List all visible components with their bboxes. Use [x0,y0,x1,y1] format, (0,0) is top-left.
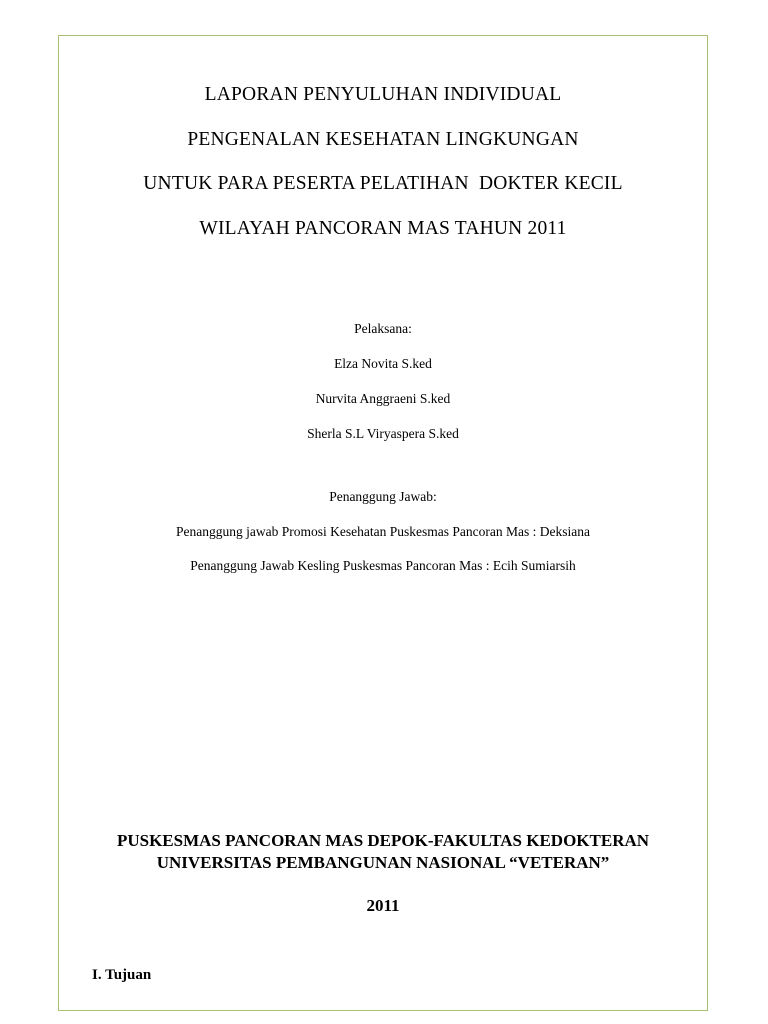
page-title-line-3: UNTUK PARA PESERTA PELATIHAN DOKTER KECIL [143,173,623,194]
executors-block [58,321,708,442]
institution-footer [58,830,708,916]
executor-name-3: Sherla S.L Viryaspera S.ked [307,426,459,441]
executors-heading: Pelaksana: [354,321,412,336]
responsible-block [58,489,708,574]
page-title-line-1: LAPORAN PENYULUHAN INDIVIDUAL [204,84,562,105]
responsible-line-1: Penanggung jawab Promosi Kesehatan Puskesmas Pancoran Mas : Deksiana [176,524,590,539]
page-title-line-2: PENGENALAN KESEHATAN LINGKUNGAN [187,128,579,150]
institution-line-1: PUSKESMAS PANCORAN MAS DEPOK-FAKULTAS KEDOKTERAN [116,831,650,850]
section-heading-tujuan: I. Tujuan [92,967,152,983]
executor-name-1: Elza Novita S.ked [334,356,432,371]
responsible-line-2: Penanggung Jawab Kesling Puskesmas Pancoran Mas : Ecih Sumiarsih [190,558,576,573]
institution-line-2: UNIVERSITAS PEMBANGUNAN NASIONAL “VETERAN” [156,853,610,873]
responsible-heading: Penanggung Jawab: [329,489,437,504]
executor-name-2: Nurvita Anggraeni S.ked [315,391,451,406]
document-title-block [58,85,708,238]
document-year: 2011 [366,896,400,916]
page-content [58,35,708,1011]
page-title-line-4: WILAYAH PANCORAN MAS TAHUN 2011 [199,217,567,239]
